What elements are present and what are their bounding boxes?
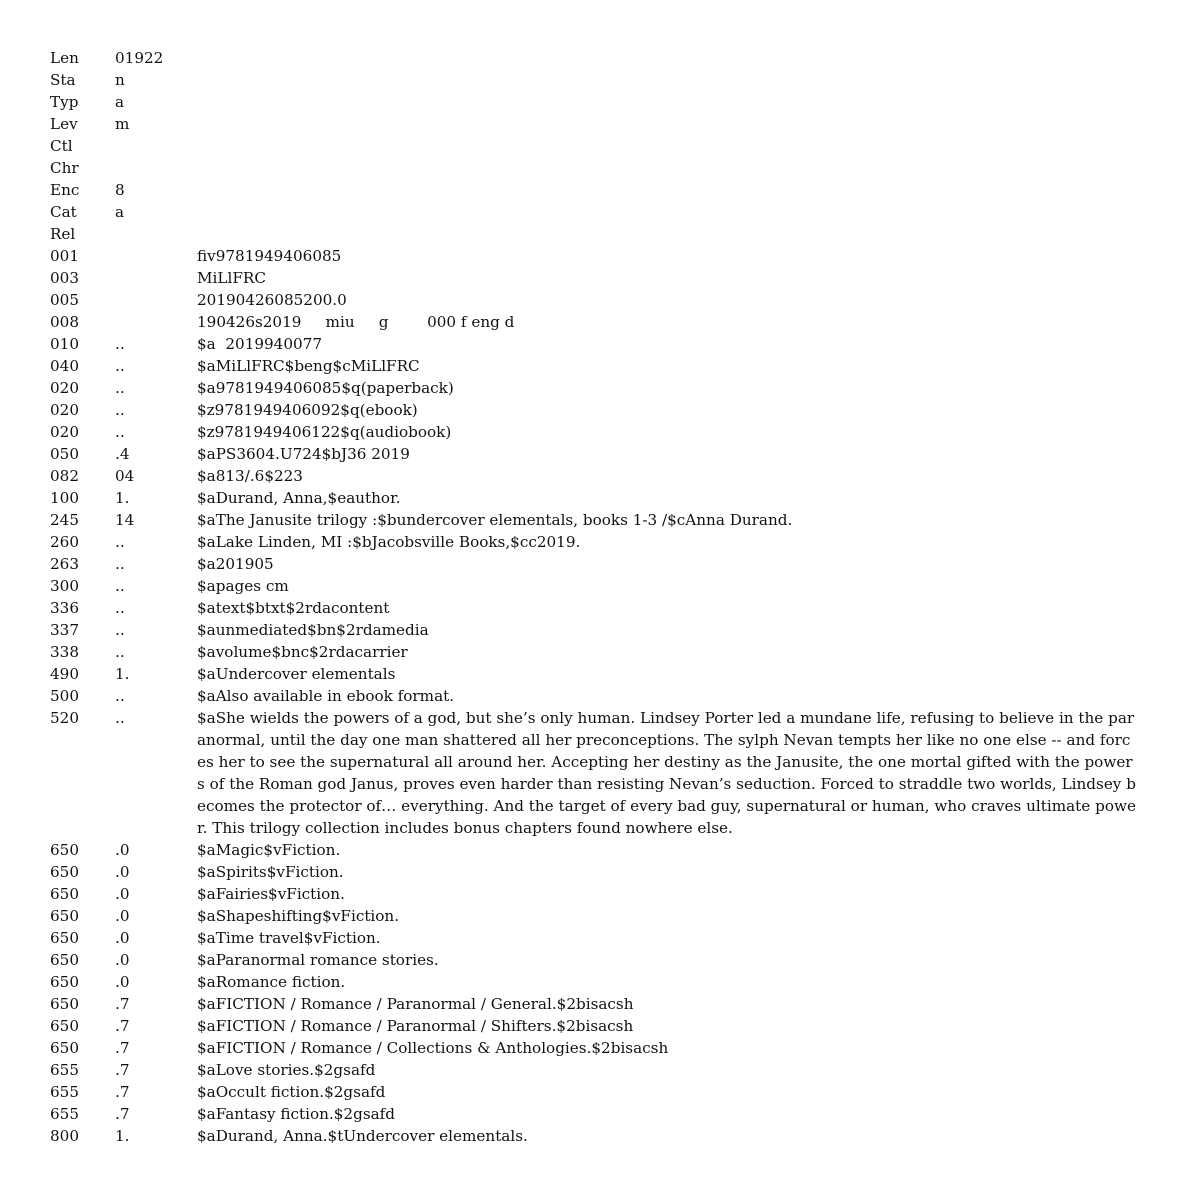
field-tag: 100 <box>50 489 79 507</box>
field-indicators: .. <box>115 357 125 375</box>
field-tag: 040 <box>50 357 79 375</box>
field-tag: 338 <box>50 643 79 661</box>
field-tag: 650 <box>50 951 79 969</box>
field-row <box>50 487 1160 509</box>
field-data: $a813/.6$223 <box>197 467 303 485</box>
field-data: $aMiLlFRC$beng$cMiLlFRC <box>197 357 420 375</box>
field-tag: 300 <box>50 577 79 595</box>
field-tag: 020 <box>50 423 79 441</box>
field-data: $aSpirits$vFiction. <box>197 863 344 881</box>
field-row <box>50 993 1160 1015</box>
field-row <box>50 905 1160 927</box>
field-data: $aFICTION / Romance / Paranormal / Shifters.$2bisacsh <box>197 1017 634 1035</box>
field-indicators: .4 <box>115 445 130 463</box>
field-tag: 520 <box>50 709 79 727</box>
field-row <box>50 267 1160 289</box>
field-row <box>50 355 1160 377</box>
field-data: $a201905 <box>197 555 274 573</box>
field-data: $aRomance fiction. <box>197 973 346 991</box>
field-indicators: .. <box>115 533 125 551</box>
field-tag: 260 <box>50 533 79 551</box>
field-data: $aLove stories.$2gsafd <box>197 1061 376 1079</box>
marc-record <box>50 47 1160 1147</box>
field-data: fiv9781949406085 <box>197 247 342 265</box>
field-data: $z9781949406122$q(audiobook) <box>197 423 452 441</box>
field-indicators: .. <box>115 401 125 419</box>
leader-label: Lev <box>50 115 78 133</box>
field-row <box>50 1059 1160 1081</box>
leader-row <box>50 69 1160 91</box>
field-tag: 336 <box>50 599 79 617</box>
field-data: $aDurand, Anna,$eauthor. <box>197 489 401 507</box>
leader-value: n <box>115 71 125 89</box>
leader-row <box>50 201 1160 223</box>
field-row <box>50 531 1160 553</box>
leader-label: Cat <box>50 203 77 221</box>
leader-label: Chr <box>50 159 79 177</box>
field-data: $aShe wields the powers of a god, but she’s only human. Lindsey Porter led a mundane life, refusing to believe in the paranormal, until the day one man shattered all her preconceptions. The sylph Nevan tempts her like no one else -- and forces her to see the supernatural all around her. Accepting her destiny as the Janusite, the one mortal gifted with the powers of the Roman god Janus, proves even harder than resisting Nevan’s seduction. Forced to straddle two worlds, Lindsey becomes the protector of… everything. And the target of every bad guy, supernatural or human, who craves ultimate power. This trilogy collection includes bonus chapters found nowhere else. <box>197 709 1136 837</box>
field-row <box>50 1015 1160 1037</box>
fields-section <box>50 245 1160 1147</box>
field-tag: 020 <box>50 379 79 397</box>
field-indicators: .7 <box>115 1083 130 1101</box>
field-data: $a9781949406085$q(paperback) <box>197 379 454 397</box>
field-tag: 500 <box>50 687 79 705</box>
field-tag: 655 <box>50 1105 79 1123</box>
leader-value: 01922 <box>115 49 164 67</box>
field-indicators: .7 <box>115 1039 130 1057</box>
field-row <box>50 861 1160 883</box>
field-row <box>50 1103 1160 1125</box>
field-data: $aAlso available in ebook format. <box>197 687 455 705</box>
field-indicators: .7 <box>115 1105 130 1123</box>
field-data: $aParanormal romance stories. <box>197 951 439 969</box>
leader-section <box>50 47 1160 245</box>
field-tag: 082 <box>50 467 79 485</box>
leader-value: m <box>115 115 130 133</box>
field-indicators: .. <box>115 423 125 441</box>
field-row <box>50 949 1160 971</box>
leader-row <box>50 157 1160 179</box>
field-row <box>50 443 1160 465</box>
leader-label: Ctl <box>50 137 73 155</box>
field-indicators: .7 <box>115 995 130 1013</box>
field-data: $aOccult fiction.$2gsafd <box>197 1083 386 1101</box>
field-data: MiLlFRC <box>197 269 266 287</box>
field-indicators: .. <box>115 577 125 595</box>
field-data: $apages cm <box>197 577 289 595</box>
field-tag: 050 <box>50 445 79 463</box>
field-row <box>50 575 1160 597</box>
field-row <box>50 927 1160 949</box>
leader-row <box>50 47 1160 69</box>
field-data: $aFICTION / Romance / Paranormal / General.$2bisacsh <box>197 995 634 1013</box>
field-row <box>50 509 1160 531</box>
field-indicators: 04 <box>115 467 135 485</box>
field-indicators: .0 <box>115 907 130 925</box>
field-row <box>50 465 1160 487</box>
field-tag: 800 <box>50 1127 79 1145</box>
field-tag: 010 <box>50 335 79 353</box>
leader-label: Typ <box>50 93 79 111</box>
field-indicators: .0 <box>115 929 130 947</box>
field-row <box>50 333 1160 355</box>
field-tag: 650 <box>50 1017 79 1035</box>
field-indicators: 1. <box>115 665 130 683</box>
field-indicators: .. <box>115 687 125 705</box>
field-data: $aFICTION / Romance / Collections & Anthologies.$2bisacsh <box>197 1039 669 1057</box>
field-tag: 655 <box>50 1083 79 1101</box>
field-tag: 650 <box>50 863 79 881</box>
field-row <box>50 883 1160 905</box>
field-tag: 005 <box>50 291 79 309</box>
field-data: $aPS3604.U724$bJ36 2019 <box>197 445 410 463</box>
field-row <box>50 707 1160 839</box>
field-data: $aFantasy fiction.$2gsafd <box>197 1105 396 1123</box>
field-row <box>50 377 1160 399</box>
field-data: 190426s2019 miu g 000 f eng d <box>197 313 515 331</box>
field-tag: 263 <box>50 555 79 573</box>
field-tag: 003 <box>50 269 79 287</box>
field-data: $z9781949406092$q(ebook) <box>197 401 418 419</box>
field-row <box>50 311 1160 333</box>
field-indicators: .7 <box>115 1017 130 1035</box>
field-row <box>50 289 1160 311</box>
leader-row <box>50 135 1160 157</box>
field-tag: 337 <box>50 621 79 639</box>
field-row <box>50 663 1160 685</box>
field-indicators: 1. <box>115 489 130 507</box>
leader-label: Sta <box>50 71 76 89</box>
field-indicators: .7 <box>115 1061 130 1079</box>
field-indicators: .0 <box>115 841 130 859</box>
field-tag: 001 <box>50 247 79 265</box>
leader-row <box>50 113 1160 135</box>
field-row <box>50 421 1160 443</box>
field-tag: 650 <box>50 841 79 859</box>
field-indicators: .0 <box>115 885 130 903</box>
field-data: $aDurand, Anna.$tUndercover elementals. <box>197 1127 528 1145</box>
field-row <box>50 597 1160 619</box>
field-tag: 650 <box>50 907 79 925</box>
field-row <box>50 971 1160 993</box>
field-indicators: 14 <box>115 511 135 529</box>
leader-value: 8 <box>115 181 125 199</box>
leader-row <box>50 223 1160 245</box>
field-data: $a 2019940077 <box>197 335 323 353</box>
field-tag: 650 <box>50 995 79 1013</box>
field-data: $aShapeshifting$vFiction. <box>197 907 400 925</box>
field-tag: 650 <box>50 885 79 903</box>
leader-row <box>50 179 1160 201</box>
leader-value: a <box>115 93 125 111</box>
field-data: $aMagic$vFiction. <box>197 841 341 859</box>
field-tag: 650 <box>50 929 79 947</box>
field-tag: 008 <box>50 313 79 331</box>
field-row <box>50 399 1160 421</box>
field-data: $avolume$bnc$2rdacarrier <box>197 643 408 661</box>
field-indicators: .. <box>115 643 125 661</box>
field-data: $aLake Linden, MI :$bJacobsville Books,$cc2019. <box>197 533 581 551</box>
field-row <box>50 245 1160 267</box>
field-indicators: .0 <box>115 863 130 881</box>
field-row <box>50 1081 1160 1103</box>
field-tag: 020 <box>50 401 79 419</box>
leader-label: Rel <box>50 225 76 243</box>
field-indicators: .. <box>115 555 125 573</box>
field-data: $aFairies$vFiction. <box>197 885 345 903</box>
field-indicators: .. <box>115 379 125 397</box>
field-data: $atext$btxt$2rdacontent <box>197 599 390 617</box>
field-row <box>50 839 1160 861</box>
field-tag: 655 <box>50 1061 79 1079</box>
field-data: $aTime travel$vFiction. <box>197 929 381 947</box>
field-indicators: 1. <box>115 1127 130 1145</box>
field-indicators: .0 <box>115 951 130 969</box>
field-indicators: .0 <box>115 973 130 991</box>
field-row <box>50 553 1160 575</box>
field-tag: 245 <box>50 511 79 529</box>
leader-row <box>50 91 1160 113</box>
leader-label: Enc <box>50 181 80 199</box>
field-data: 20190426085200.0 <box>197 291 347 309</box>
field-indicators: .. <box>115 335 125 353</box>
field-row <box>50 685 1160 707</box>
field-row <box>50 1125 1160 1147</box>
leader-value: a <box>115 203 125 221</box>
leader-label: Len <box>50 49 79 67</box>
field-tag: 650 <box>50 973 79 991</box>
field-data: $aunmediated$bn$2rdamedia <box>197 621 429 639</box>
field-row <box>50 1037 1160 1059</box>
field-row <box>50 619 1160 641</box>
field-indicators: .. <box>115 709 125 727</box>
field-data: $aThe Janusite trilogy :$bundercover elementals, books 1-3 /$cAnna Durand. <box>197 511 793 529</box>
field-indicators: .. <box>115 621 125 639</box>
field-indicators: .. <box>115 599 125 617</box>
field-data: $aUndercover elementals <box>197 665 396 683</box>
field-tag: 490 <box>50 665 79 683</box>
field-tag: 650 <box>50 1039 79 1057</box>
field-row <box>50 641 1160 663</box>
